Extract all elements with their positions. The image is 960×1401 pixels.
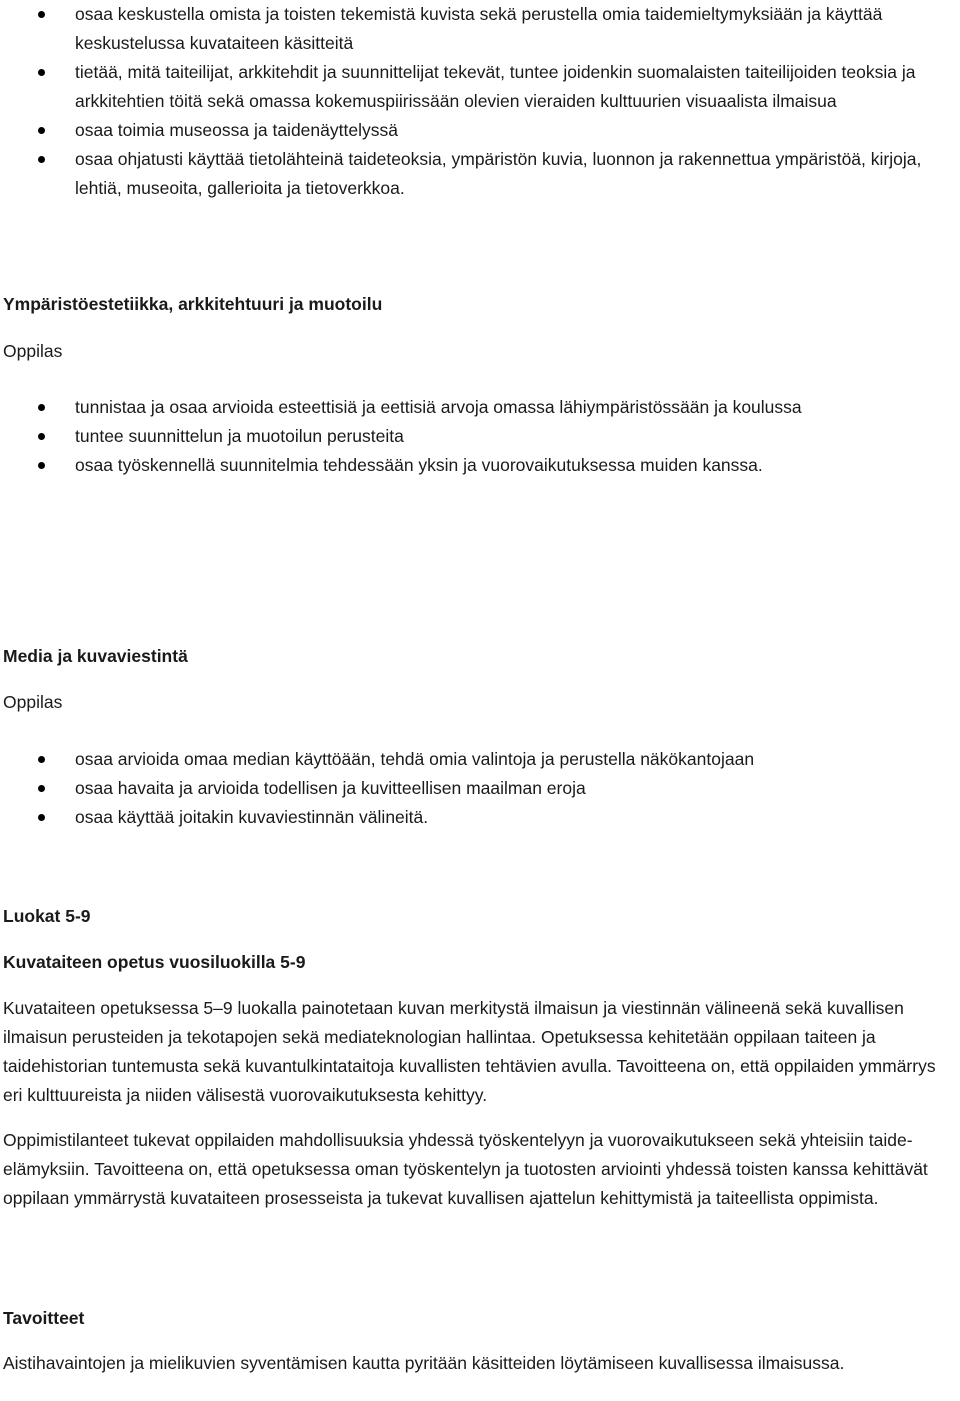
- bullet-icon: [38, 756, 45, 763]
- list-item-text: osaa ohjatusti käyttää tietolähteinä taideteoksia, ympäristön kuvia, luonnon ja rakennettua ympäristöä, kirjoja, lehtiä, museoita, gallerioita ja tietoverkkoa.: [75, 149, 922, 198]
- list-item: [0, 58, 955, 116]
- list-item: [0, 145, 955, 203]
- bullet-icon: [38, 127, 45, 134]
- list-item-text: osaa arvioida omaa median käyttöään, tehdä omia valintoja ja perustella näkökantojaan: [75, 749, 755, 769]
- section-heading-ymparisto: Ympäristöestetiikka, arkkitehtuuri ja muotoilu: [3, 294, 383, 314]
- paragraph-opetus-2: Oppimistilanteet tukevat oppilaiden mahdollisuuksia yhdessä työskentelyyn ja vuorovaikutukseen sekä yhteisiin taide-elämyksiin. Tavoitteena on, että opetuksessa oman työskentelyn ja tuotosten arviointi yhdessä toisten kanssa kehittävät oppilaan ymmärrystä kuvataiteen prosesseista ja tukevat kuvallisen ajattelun kehittymistä ja taiteellista oppimista.: [3, 1130, 928, 1208]
- section-subheading-opetus: Kuvataiteen opetus vuosiluokilla 5-9: [3, 952, 306, 972]
- list-item: [0, 0, 955, 58]
- section-heading-media: Media ja kuvaviestintä: [3, 646, 188, 666]
- list-item: [0, 422, 955, 451]
- section-heading-luokat: Luokat 5-9: [3, 906, 91, 926]
- bullet-icon: [38, 462, 45, 469]
- bullet-icon: [38, 69, 45, 76]
- paragraph-opetus-1: Kuvataiteen opetuksessa 5–9 luokalla painotetaan kuvan merkitystä ilmaisun ja viestinnän välineenä sekä kuvallisen ilmaisun perusteiden ja tekotapojen sekä mediateknologian hallintaa. Opetuksessa kehitetään oppilaan taiteen ja taidehistorian tuntemusta sekä kuvantulkintataitoja kuvallisten tehtävien avulla. Tavoitteena on, että oppilaiden ymmärrys eri kulttuureista ja niiden välisestä vuorovaikutuksesta kehittyy.: [3, 998, 936, 1105]
- list-item-text: tuntee suunnittelun ja muotoilun perusteita: [75, 426, 404, 446]
- list-item: [0, 451, 955, 480]
- bullet-list-ymparisto: [0, 393, 955, 480]
- section-subheading-oppilas: Oppilas: [3, 341, 63, 361]
- list-item-text: osaa käyttää joitakin kuvaviestinnän välineitä.: [75, 807, 429, 827]
- list-item: [0, 116, 955, 145]
- list-item-text: osaa työskennellä suunnitelmia tehdessään yksin ja vuorovaikutuksessa muiden kanssa.: [75, 455, 763, 475]
- bullet-icon: [38, 11, 45, 18]
- section-subheading-oppilas: Oppilas: [3, 692, 63, 712]
- bullet-icon: [38, 814, 45, 821]
- bullet-list-top: [0, 0, 955, 203]
- list-item-text: osaa toimia museossa ja taidenäyttelyssä: [75, 120, 398, 140]
- section-heading-tavoitteet: Tavoitteet: [3, 1308, 85, 1328]
- list-item-text: tietää, mitä taiteilijat, arkkitehdit ja suunnittelijat tekevät, tuntee joidenkin suomalaisten taiteilijoiden teoksia ja arkkitehtien töitä sekä omassa kokemuspiirissään olevien vieraiden kulttuurien visuaalista ilmaisua: [75, 62, 916, 111]
- list-item-text: osaa havaita ja arvioida todellisen ja kuvitteellisen maailman eroja: [75, 778, 586, 798]
- bullet-icon: [38, 433, 45, 440]
- list-item: [0, 393, 955, 422]
- paragraph-tavoitteet: Aistihavaintojen ja mielikuvien syventämisen kautta pyritään käsitteiden löytämiseen kuvallisessa ilmaisussa.: [3, 1353, 845, 1373]
- list-item: [0, 774, 955, 803]
- bullet-icon: [38, 404, 45, 411]
- list-item-text: osaa keskustella omista ja toisten tekemistä kuvista sekä perustella omia taidemieltymyksiään ja käyttää keskustelussa kuvataiteen käsitteitä: [75, 4, 883, 53]
- bullet-icon: [38, 156, 45, 163]
- list-item-text: tunnistaa ja osaa arvioida esteettisiä ja eettisiä arvoja omassa lähiympäristössään ja koulussa: [75, 397, 802, 417]
- bullet-icon: [38, 785, 45, 792]
- list-item: [0, 745, 955, 774]
- list-item: [0, 803, 955, 832]
- bullet-list-media: [0, 745, 955, 832]
